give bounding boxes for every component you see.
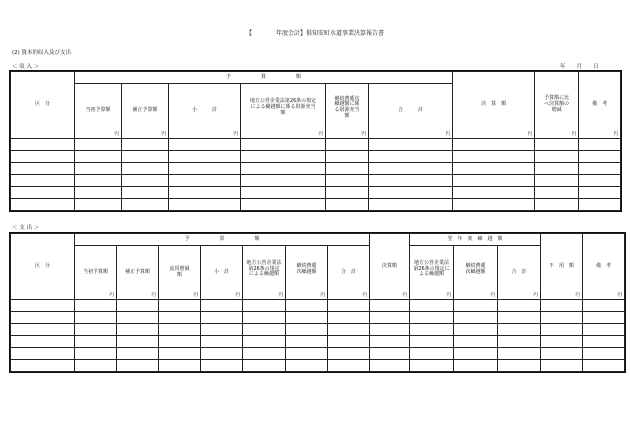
income-col-art26: 地方公営企業法第26条の規定による繰越額に係る財源充当額 円	[241, 84, 326, 139]
table-row	[11, 139, 621, 151]
income-col-settlement: 決 算 額 円	[453, 72, 535, 139]
table-row	[11, 348, 625, 360]
expense-carry-col-total: 合 計 円	[498, 246, 541, 300]
expense-col-supplementary: 補正予算額 円	[117, 246, 159, 300]
table-row	[11, 312, 625, 324]
report-subtitle: (2) 資本的収入及び支出	[12, 50, 72, 56]
expense-col-transfer: 流用増減額 円	[159, 246, 201, 300]
expense-carry-group-header: 翌 年 度 繰 越 額	[410, 234, 541, 246]
table-row	[11, 151, 621, 163]
income-col-subtotal: 小 計 円	[169, 84, 241, 139]
income-col-diff: 予算額に比べ決算額の増減 円	[535, 72, 579, 139]
expense-carry-col-art26: 地方公営企業法第26条の規定による繰越額 円	[410, 246, 454, 300]
table-row	[11, 300, 625, 312]
report-title: 【 年度会計】倶知安町水道事業決算報告書	[245, 30, 384, 37]
income-col-total: 合 計 円	[369, 84, 453, 139]
table-row	[11, 360, 625, 372]
expense-col-unused: 不 用 額 円	[541, 234, 583, 300]
expense-carry-col-continuing: 継続費逓次繰越額 円	[454, 246, 498, 300]
income-col-remarks: 備 考 円	[579, 72, 621, 139]
expense-budget-group-header: 予 算 額	[75, 234, 370, 246]
expense-col-subtotal: 小 計 円	[201, 246, 243, 300]
expense-col-art26: 地方公営企業法第26条の規定による繰越額 円	[243, 246, 286, 300]
income-table	[10, 71, 621, 211]
expense-category-header: 区 分	[11, 234, 75, 300]
table-row	[11, 163, 621, 175]
expense-col-remarks: 備 考 円	[583, 234, 625, 300]
table-row	[11, 324, 625, 336]
expense-col-continuing: 継続費逓次繰越額 円	[286, 246, 328, 300]
income-col-initial: 当初予算額 円	[75, 84, 122, 139]
income-col-continuing: 継続費逓次繰越額に係る財源充当額 円	[326, 84, 369, 139]
income-category-header: 区 分	[11, 72, 75, 139]
table-row	[11, 199, 621, 211]
table-row	[11, 175, 621, 187]
table-row	[11, 336, 625, 348]
income-section-label: ＜ 収 入 ＞	[12, 64, 40, 70]
date-label: 年 月 日	[560, 64, 599, 70]
income-budget-group-header: 予 算 額	[75, 72, 453, 84]
income-col-supplementary: 補正予算額 円	[122, 84, 169, 139]
expense-section-label: ＜ 支 出 ＞	[12, 225, 40, 231]
expense-col-total: 合 計 円	[328, 246, 370, 300]
expense-col-settlement: 決算額 円	[370, 234, 410, 300]
expense-col-initial: 当初予算額 円	[75, 246, 117, 300]
expense-table	[10, 233, 625, 372]
table-row	[11, 187, 621, 199]
